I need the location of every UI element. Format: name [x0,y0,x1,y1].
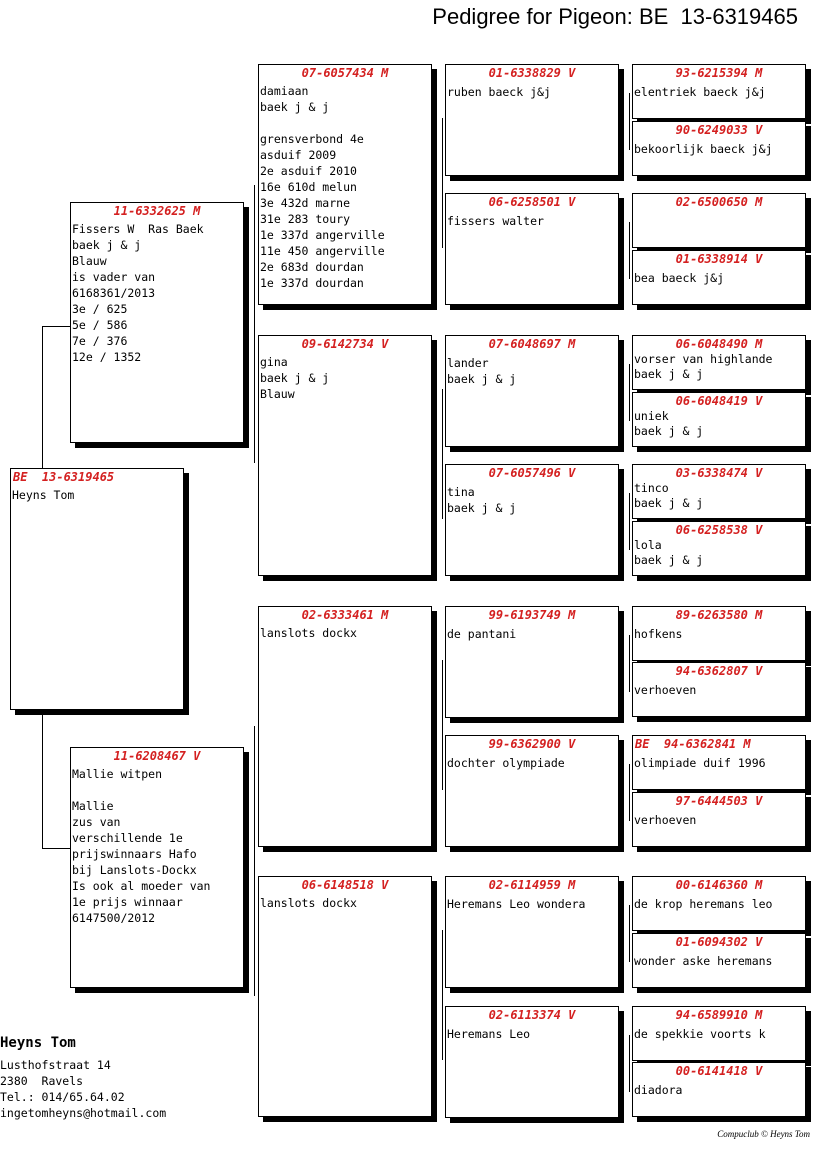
ancestor-ring: 89-6263580 M [675,608,763,622]
father-box[interactable] [70,202,244,443]
ancestor-info: vorser van highlande baek j & j [634,352,773,381]
ancestor-box[interactable] [632,606,806,661]
ancestor-box[interactable] [632,933,806,988]
grandparent-box[interactable] [258,876,432,1117]
ancestor-ring: 01-6094302 V [675,935,763,949]
ancestor-ring: BE 94-6362841 M [635,737,751,751]
connector-line [442,389,443,519]
great-grandparent-box[interactable] [445,876,619,988]
ancestor-box[interactable] [632,335,806,390]
great-grandparent-info: fissers walter [447,214,544,228]
great-grandparent-box[interactable] [445,1006,619,1118]
connector-line [42,326,70,327]
ancestor-ring: 00-6146360 M [675,878,763,892]
subject-info: Heyns Tom [12,488,75,502]
ancestor-ring: 94-6362807 V [675,664,763,678]
ancestor-ring: 94-6589910 M [675,1008,763,1022]
ancestor-box[interactable] [632,392,806,447]
ancestor-box[interactable] [632,464,806,519]
ancestor-info: elentriek baeck j&j [634,85,766,99]
connector-line [629,364,630,421]
owner-info [0,1035,166,1121]
ancestor-box[interactable] [632,521,806,576]
ancestor-info: olimpiade duif 1996 [634,756,766,770]
connector-line [629,635,630,692]
ancestor-info: de spekkie voorts k [634,1027,766,1041]
ancestor-box[interactable] [632,1006,806,1061]
ancestor-ring: 03-6338474 V [675,466,763,480]
ancestor-ring: 01-6338914 V [675,252,763,266]
ancestor-ring: 06-6258538 V [675,523,763,537]
page-title: Pedigree for Pigeon: BE 13-6319465 [432,4,798,29]
connector-line [442,930,443,1060]
great-grandparent-info: ruben baeck j&j [447,85,551,99]
mother-ring: 11-6208467 V [113,749,201,763]
great-grandparent-ring: 07-6057496 V [488,466,576,480]
grandparent-info: gina baek j & j Blauw [260,355,330,401]
great-grandparent-box[interactable] [445,64,619,176]
connector-line [42,848,70,849]
footer-credit: Compuclub © Heyns Tom [717,1129,810,1139]
connector-line [442,118,443,248]
great-grandparent-info: tina baek j & j [447,485,517,515]
ancestor-info: lola baek j & j [634,538,704,567]
great-grandparent-box[interactable] [445,606,619,718]
grandparent-ring: 09-6142734 V [301,337,389,351]
connector-line [442,660,443,790]
subject-ring: BE 13-6319465 [13,470,115,484]
great-grandparent-box[interactable] [445,464,619,576]
great-grandparent-info: Heremans Leo wondera [447,897,586,911]
great-grandparent-ring: 99-6362900 V [488,737,576,751]
ancestor-info: hofkens [634,627,683,641]
owner-phone: Tel.: 014/65.64.02 [0,1090,125,1104]
connector-line [629,93,630,150]
great-grandparent-box[interactable] [445,193,619,305]
ancestor-info: verhoeven [634,813,697,827]
owner-email[interactable]: ingetomheyns@hotmail.com [0,1106,167,1120]
connector-line [42,326,43,468]
great-grandparent-ring: 02-6114959 M [488,878,576,892]
grandparent-box[interactable] [258,606,432,847]
ancestor-info: diadora [634,1083,683,1097]
ancestor-box[interactable] [632,662,806,717]
grandparent-ring: 02-6333461 M [301,608,389,622]
connector-line [629,493,630,550]
great-grandparent-info: Heremans Leo [447,1027,531,1041]
ancestor-info: tinco baek j & j [634,481,704,510]
great-grandparent-info: lander baek j & j [447,356,517,386]
ancestor-info: bea baeck j&j [634,271,725,285]
great-grandparent-ring: 06-6258501 V [488,195,576,209]
grandparent-ring: 07-6057434 M [301,66,389,80]
great-grandparent-ring: 99-6193749 M [488,608,576,622]
ancestor-box[interactable] [632,121,806,176]
connector-line [629,1035,630,1092]
ancestor-info: wonder aske heremans [634,954,773,968]
grandparent-box[interactable] [258,335,432,576]
ancestor-ring: 06-6048490 M [675,337,763,351]
father-info: Fissers W Ras Baek baek j & j Blauw is vader van 6168361/2013 3e / 625 5e / 586 7e / 376 12e / 1352 [72,222,204,364]
connector-line [254,726,255,996]
ancestor-info: verhoeven [634,683,697,697]
ancestor-box[interactable] [632,792,806,847]
grandparent-info: lanslots dockx [260,626,357,640]
mother-box[interactable] [70,747,244,988]
ancestor-box[interactable] [632,876,806,931]
ancestor-info: bekoorlijk baeck j&j [634,142,773,156]
ancestor-ring: 02-6500650 M [675,195,763,209]
great-grandparent-ring: 01-6338829 V [488,66,576,80]
ancestor-box[interactable] [632,735,806,790]
connector-line [42,713,43,848]
ancestor-ring: 06-6048419 V [675,394,763,408]
ancestor-info: de krop heremans leo [634,897,773,911]
ancestor-box[interactable] [632,250,806,305]
grandparent-box[interactable] [258,64,432,305]
connector-line [629,905,630,962]
great-grandparent-ring: 07-6048697 M [488,337,576,351]
ancestor-ring: 97-6444503 V [675,794,763,808]
ancestor-ring: 00-6141418 V [675,1064,763,1078]
father-ring: 11-6332625 M [113,204,201,218]
owner-address: Lusthofstraat 14 [0,1058,111,1072]
ancestor-info: uniek baek j & j [634,409,704,438]
grandparent-info: lanslots dockx [260,896,357,910]
connector-line [254,185,255,463]
grandparent-info: damiaan baek j & j grensverbond 4e asduif 2009 2e asduif 2010 16e 610d melun 3e 432d marne 31e 283 toury 1e 337d angerville 11e 450 angerville 2e 683d dourdan 1e 337d dourdan [260,84,385,290]
great-grandparent-ring: 02-6113374 V [488,1008,576,1022]
owner-name: Heyns Tom [0,1035,76,1051]
mother-info: Mallie witpen Mallie zus van verschillende 1e prijswinnaars Hafo bij Lanslots-Dockx Is ook al moeder van 1e prijs winnaar 6147500/2012 [72,767,211,925]
connector-line [629,764,630,821]
great-grandparent-box[interactable] [445,335,619,447]
ancestor-ring: 90-6249033 V [675,123,763,137]
grandparent-ring: 06-6148518 V [301,878,389,892]
great-grandparent-box[interactable] [445,735,619,847]
ancestor-ring: 93-6215394 M [675,66,763,80]
ancestor-box[interactable] [632,1062,806,1117]
ancestor-box[interactable] [632,64,806,119]
great-grandparent-info: dochter olympiade [447,756,565,770]
owner-city: 2380 Ravels [0,1074,84,1088]
ancestor-box[interactable] [632,193,806,248]
connector-line [629,222,630,279]
great-grandparent-info: de pantani [447,627,517,641]
subject-box[interactable] [10,468,184,710]
